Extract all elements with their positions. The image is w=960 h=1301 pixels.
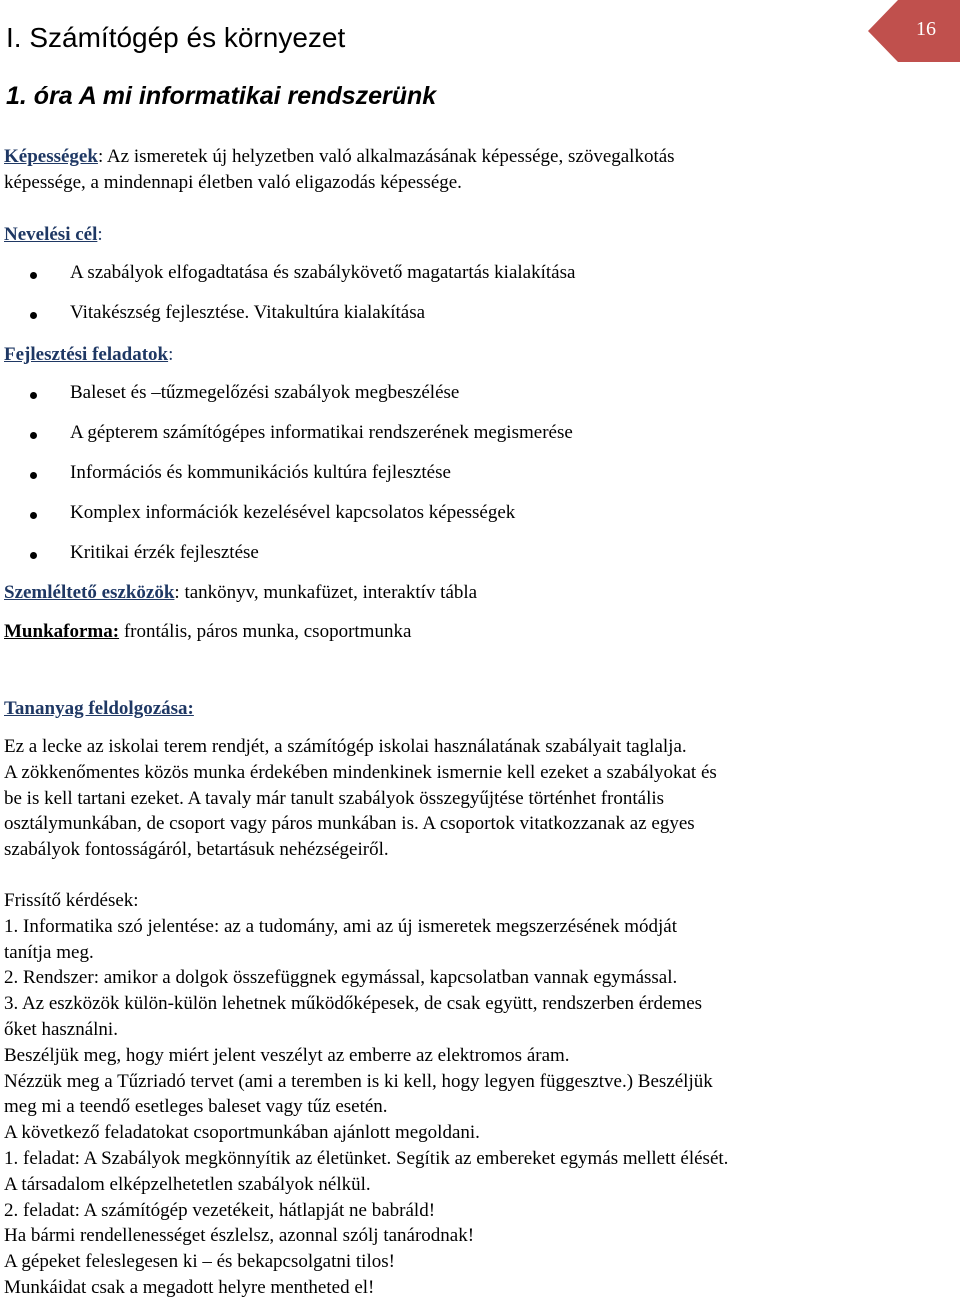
eszkozok-text: : tankönyv, munkafüzet, interaktív tábla xyxy=(174,582,478,603)
kepessegek-line-2: képessége, a mindennapi életben való eligazodás képessége. xyxy=(4,172,462,193)
page-number-badge xyxy=(868,0,960,62)
tananyag-label: Tananyag feldolgozása: xyxy=(4,698,194,719)
kepessegek-line-1 xyxy=(4,144,675,170)
text-line: tanítja meg. xyxy=(4,941,94,963)
munkaforma-label: Munkaforma: xyxy=(4,621,120,642)
neveles-label: Nevelési cél xyxy=(4,224,98,245)
text-line: Ez a lecke az iskolai terem rendjét, a számítógép iskolai használatának szabályait taglalja. xyxy=(4,736,687,757)
list-item: Vitakészség fejlesztése. Vitakultúra kialakítása xyxy=(30,302,575,324)
text-line: őket használni. xyxy=(4,1018,118,1040)
text-line: 1. feladat: A Szabályok megkönnyítik az életünket. Segítik az embereket egymás mellett élését. xyxy=(4,1147,729,1169)
text-line: Nézzük meg a Tűzriadó tervet (ami a teremben is ki kell, hogy legyen függesztve.) Beszéljük xyxy=(4,1070,713,1092)
tananyag-heading xyxy=(4,696,194,722)
text-line: A zökkenőmentes közös munka érdekében mindenkinek ismernie kell ezeket a szabályokat és xyxy=(4,761,717,783)
text-line: A gépeket feleslegesen ki – és bekapcsolgatni tilos! xyxy=(4,1251,395,1273)
text-line: 2. feladat: A számítógép vezetékeit, hátlapját ne babráld! xyxy=(4,1199,436,1221)
neveles-heading xyxy=(4,222,103,248)
text-line: A következő feladatokat csoportmunkában ajánlott megoldani. xyxy=(4,1122,480,1144)
text-line: osztálymunkában, de csoport vagy páros munkában is. A csoportok vitatkozzanak az egyes xyxy=(4,813,695,835)
eszkozok-label: Szemléltető eszközök xyxy=(4,582,175,603)
kepessegek-text: : Az ismeretek új helyzetben való alkalmazásának képessége, szövegalkotás xyxy=(97,146,675,167)
kepessegek-label: Képességek xyxy=(4,146,98,167)
list-item: Kritikai érzék fejlesztése xyxy=(30,542,573,564)
chapter-title: I. Számítógép és környezet xyxy=(6,22,346,53)
fejlesztes-heading xyxy=(4,342,173,368)
tananyag-paragraph xyxy=(4,734,894,863)
fejlesztes-label: Fejlesztési feladatok xyxy=(4,344,169,365)
text-line: szabályok fontosságáról, betartásuk nehézségeiről. xyxy=(4,839,389,861)
lesson-title: 1. óra A mi informatikai rendszerünk xyxy=(6,82,437,110)
list-item: A szabályok elfogadtatása és szabálykövető magatartás kialakítása xyxy=(30,262,575,302)
text-line: be is kell tartani ezeket. A tavaly már tanult szabályok összegyűjtése történhet frontális xyxy=(4,787,665,809)
munkaforma-text: frontális, páros munka, csoportmunka xyxy=(119,621,412,642)
text-line: Munkáidat csak a megadott helyre mentheted el! xyxy=(4,1276,375,1298)
text-line: Beszéljük meg, hogy miért jelent veszélyt az emberre az elektromos áram. xyxy=(4,1044,570,1066)
munkaforma-line xyxy=(4,619,411,645)
page-number: 16 xyxy=(916,18,936,40)
text-line: Ha bármi rendellenességet észlelsz, azonnal szólj tanárodnak! xyxy=(4,1225,475,1247)
fejlesztes-colon: : xyxy=(168,344,174,365)
neveles-list xyxy=(30,262,575,324)
neveles-colon: : xyxy=(97,224,103,245)
list-item: A gépterem számítógépes informatikai rendszerének megismerése xyxy=(30,422,573,462)
fejlesztes-list xyxy=(30,382,573,564)
eszkozok-line xyxy=(4,580,477,606)
text-line: Frissítő kérdések: xyxy=(4,890,139,911)
text-line: 1. Informatika szó jelentése: az a tudomány, ami az új ismeretek megszerzésének módját xyxy=(4,915,677,937)
list-item: Információs és kommunikációs kultúra fejlesztése xyxy=(30,462,573,502)
text-line: meg mi a teendő esetleges baleset vagy tűz esetén. xyxy=(4,1096,388,1118)
frissito-section xyxy=(4,888,894,1301)
text-line: A társadalom elképzelhetetlen szabályok nélkül. xyxy=(4,1173,371,1195)
list-item: Baleset és –tűzmegelőzési szabályok megbeszélése xyxy=(30,382,573,422)
list-item: Komplex információk kezelésével kapcsolatos képességek xyxy=(30,502,573,542)
text-line: 2. Rendszer: amikor a dolgok összefüggnek egymással, kapcsolatban vannak egymással. xyxy=(4,967,678,989)
text-line: 3. Az eszközök külön-külön lehetnek működőképesek, de csak együtt, rendszerben érdemes xyxy=(4,993,703,1015)
